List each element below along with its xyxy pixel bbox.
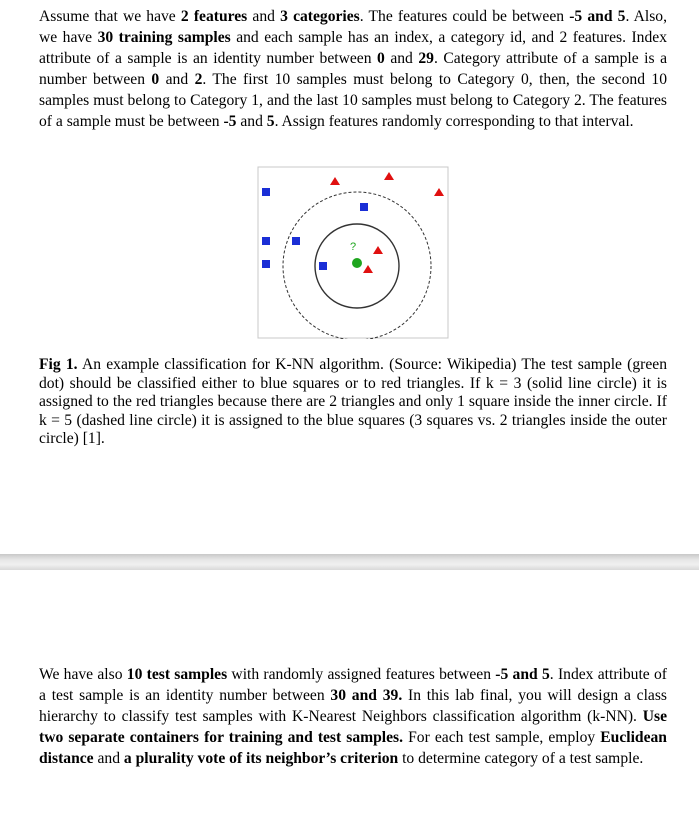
text-run: and: [236, 113, 267, 130]
blue-square: [319, 262, 327, 270]
text-run: . Category attribute of a sample is a number between: [39, 50, 667, 88]
figure-caption: [39, 356, 667, 449]
question-mark: ?: [350, 241, 357, 253]
text-run: We have also: [39, 666, 127, 683]
bold-text: 3 categories: [280, 8, 360, 25]
blue-square: [360, 203, 368, 211]
text-run: and: [247, 8, 281, 25]
knn-diagram: [257, 166, 449, 339]
text-run: . Also, we have: [39, 8, 668, 46]
text-run: Assume that we have: [39, 8, 181, 25]
bold-text: 0: [151, 71, 160, 88]
bold-text: 10 test samples: [126, 666, 228, 683]
bold-text: -5 and 5: [495, 666, 550, 683]
blue-square: [292, 237, 300, 245]
text-run: . The features could be between: [359, 8, 570, 25]
figure-label: Fig 1.: [39, 356, 78, 373]
bold-text: Use two separate containers for training and test samples.: [39, 708, 667, 746]
blue-square: [262, 237, 270, 245]
text-run: and: [93, 750, 124, 767]
text-run: and each sample has an index, a category id, and 2 features. Index attribute of a sample is an identity number between: [39, 29, 667, 67]
text-run: to determine category of a test sample.: [398, 750, 644, 767]
bold-text: -5 and 5: [569, 8, 626, 25]
text-run: . Assign features randomly corresponding to that interval.: [274, 113, 634, 130]
bold-text: 5: [266, 113, 275, 130]
green-test-dot: [352, 258, 362, 268]
bold-text: 29: [418, 50, 434, 67]
bold-text: 0: [377, 50, 385, 67]
text-run: and: [384, 50, 419, 67]
text-run: For each test sample, employ: [403, 729, 601, 746]
bold-text: 30 training samples: [97, 29, 231, 46]
figure-caption-text: An example classification for K-NN algorithm. (Source: Wikipedia) The test sample (green dot) should be classified either to blue squares or to red triangles. If k = 3 (solid line circle) it is assigned to the red triangles because there are 2 triangles and only 1 square inside the inner circle. If k = 5 (dashed line circle) it is assigned to the blue squares (3 squares vs. 2 triangles inside the outer circle) [1].: [39, 356, 668, 447]
bold-text: 2: [194, 71, 203, 88]
text-run: In this lab final, you will design a class hierarchy to classify test samples with K-Nearest Neighbors classification algorithm (k-NN).: [39, 687, 667, 725]
bold-text: -5: [223, 113, 237, 130]
text-run: with randomly assigned features between: [227, 666, 496, 683]
blue-square: [262, 188, 270, 196]
page-separator: [0, 554, 699, 570]
bold-text: a plurality vote of its neighbor’s criterion: [123, 750, 399, 767]
text-run: . The first 10 samples must belong to Category 0, then, the second 10 samples must belong to Category 1, and the last 10 samples must belong to Category 2. The features of a sample must be between: [39, 71, 667, 130]
bold-text: 30 and 39.: [330, 687, 403, 704]
text-run: and: [159, 71, 195, 88]
knn-figure: [257, 166, 449, 339]
text-run: . Index attribute of a test sample is an identity number between: [39, 666, 667, 704]
blue-square: [262, 260, 270, 268]
intro-paragraph: [39, 6, 667, 132]
bold-text: 2 features: [180, 8, 248, 25]
test-samples-paragraph: [39, 664, 667, 769]
bold-text: Euclidean distance: [39, 729, 667, 767]
